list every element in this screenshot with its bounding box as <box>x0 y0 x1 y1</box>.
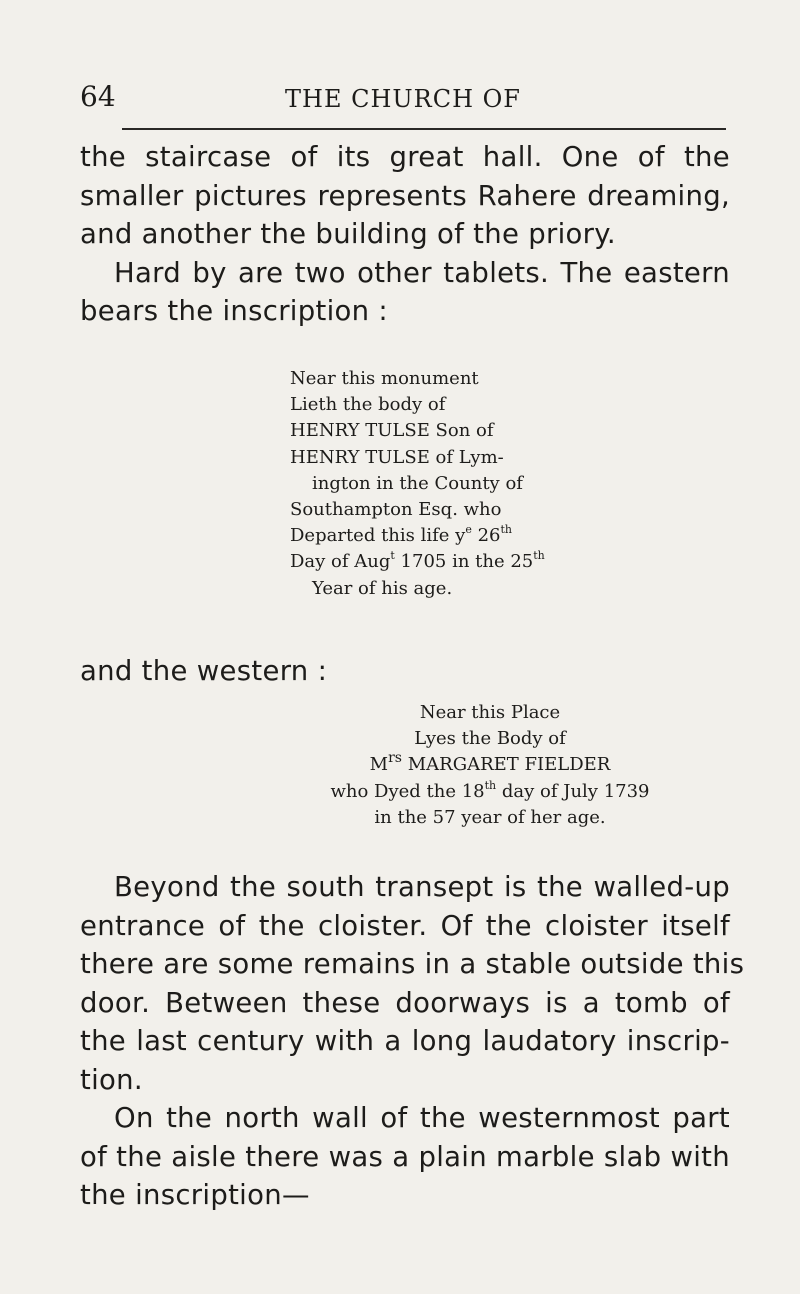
western-inscription <box>270 700 710 831</box>
inscription-text: Son of <box>429 420 494 442</box>
inscription-line: Near this monument <box>290 368 479 389</box>
text-line: of the aisle there was a plain marble slab with <box>80 1140 730 1173</box>
text-line: Hard by are two other tablets. The eastern <box>114 256 730 289</box>
text-line: Beyond the south transept is the walled-up <box>114 871 730 903</box>
name-small-caps: ARGARET <box>426 754 519 776</box>
inscription-line <box>290 418 545 444</box>
superscript: e <box>465 523 472 537</box>
name-capital: H <box>290 446 306 468</box>
paragraph-cloister <box>80 868 745 1215</box>
inscription-text: who Dyed the 18 <box>330 780 485 802</box>
inscription-text: of Lym- <box>429 446 504 468</box>
inscription-line <box>290 445 545 471</box>
inscription-line: Lyes the Body of <box>414 728 566 750</box>
text-line: smaller pictures represents Rahere dreaming, <box>80 179 730 212</box>
inscription-line: Southampton Esq. who <box>290 499 502 521</box>
inscription-line: Year of his age. <box>312 577 453 599</box>
name-capital: T <box>365 420 378 442</box>
name-small-caps: IELDER <box>537 754 611 776</box>
text-line: the inscription— <box>80 1179 310 1211</box>
text-line: door. Between these doorways is a tomb of <box>80 986 730 1019</box>
paragraph-western-lead <box>80 652 730 691</box>
inscription-text: 26 <box>471 525 501 547</box>
superscript: th <box>500 523 513 537</box>
inscription-text: 1705 in the 25 <box>394 551 534 573</box>
text-line: there are some remains in a stable outside this <box>80 948 745 980</box>
page-number: 64 <box>80 80 116 113</box>
name-small-caps: ULSE <box>377 446 430 468</box>
inscription-text: Day of Aug <box>290 551 391 573</box>
inscription-line: in the 57 year of her age. <box>374 806 606 828</box>
inscription-line <box>270 779 710 805</box>
text-line: and another the building of the priory. <box>80 218 616 250</box>
text-line: tion. <box>80 1063 143 1096</box>
inscription-line <box>270 752 710 778</box>
inscription-line <box>290 523 545 549</box>
superscript: th <box>533 549 545 563</box>
inscription-line: ington in the County of <box>312 472 523 494</box>
text-line: entrance of the cloister. Of the cloister itself <box>80 909 730 942</box>
inscription-line: Lieth the body of <box>290 394 446 416</box>
header-rule <box>122 128 726 130</box>
superscript: rs <box>388 750 402 767</box>
inscription-text: day of July 1739 <box>496 780 650 802</box>
inscription-text: Departed this life y <box>290 525 466 547</box>
inscription-text: M <box>369 754 389 776</box>
text-line: the staircase of its great hall. One of the <box>80 141 730 173</box>
name-capital: H <box>290 420 306 442</box>
page-header <box>80 82 726 122</box>
superscript: th <box>484 778 497 792</box>
text-line: and the western : <box>80 655 328 687</box>
name-small-caps: ENRY <box>305 446 360 468</box>
running-title: THE CHURCH OF <box>285 85 521 113</box>
name-capital: F <box>524 754 538 776</box>
name-capital: T <box>365 446 378 468</box>
inscription-line: Near this Place <box>419 702 561 723</box>
superscript: t <box>390 549 395 563</box>
name-small-caps: ULSE <box>377 420 430 442</box>
text-line: On the north wall of the westernmost part <box>114 1102 730 1134</box>
text-line: bears the inscription : <box>80 295 388 327</box>
paragraph-staircase <box>80 138 730 331</box>
text-line: the last century with a long laudatory inscrip- <box>80 1025 730 1057</box>
inscription-line <box>290 549 545 575</box>
name-small-caps: ENRY <box>305 420 360 442</box>
eastern-inscription <box>290 366 545 602</box>
name-capital: M <box>407 754 427 776</box>
